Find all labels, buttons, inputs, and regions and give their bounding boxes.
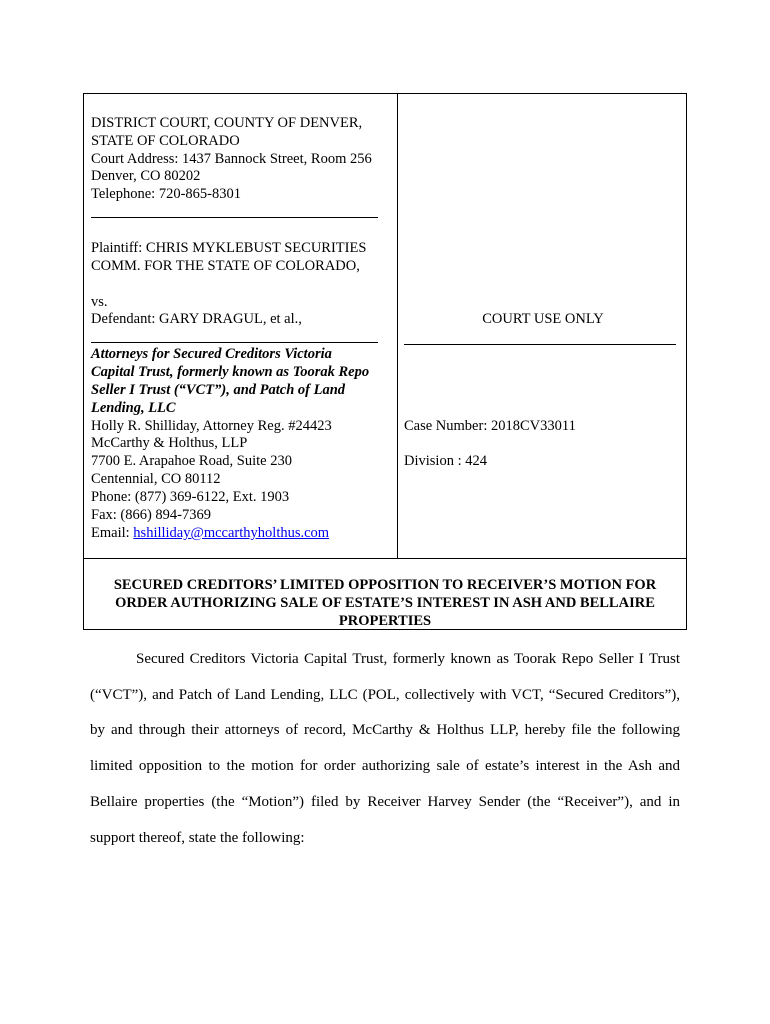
court-name-line-2: STATE OF COLORADO [91,133,240,149]
case-caption-box [83,93,687,630]
attorneys-for-line-2: Capital Trust, formerly known as Toorak Repo [91,364,370,380]
court-telephone: Telephone: 720-865-8301 [91,186,241,202]
division: Division : 424 [404,453,487,469]
defendant-line: Defendant: GARY DRAGUL, et al., [91,311,302,327]
case-number: Case Number: 2018CV33011 [404,418,576,434]
body-paragraph-line-4: limited opposition to the motion for order authorizing sale of estate’s interest in the Ash and [90,758,680,774]
body-paragraph-line-6: support thereof, state the following: [90,830,305,846]
parties-rule [91,342,378,343]
plaintiff-line-2: COMM. FOR THE STATE OF COLORADO, [91,258,360,274]
attorneys-for-line-4: Lending, LLC [91,400,176,416]
firm-email-line [91,524,329,542]
court-address: Court Address: 1437 Bannock Street, Room 256 [91,151,372,167]
law-firm: McCarthy & Holthus, LLP [91,435,248,451]
firm-city: Centennial, CO 80112 [91,471,221,487]
document-title-line-3: PROPERTIES [338,613,432,629]
firm-phone: Phone: (877) 369-6122, Ext. 1903 [91,489,290,505]
email-link[interactable]: hshilliday@mccarthyholthus.com [133,525,330,541]
court-use-only: COURT USE ONLY [482,311,604,327]
body-paragraph-line-3: by and through their attorneys of record, McCarthy & Holthus LLP, hereby file the following [90,722,680,738]
email-label: Email: [91,525,134,541]
versus: vs. [91,294,108,310]
caption-row-divider [84,558,686,559]
attorneys-for-line-3: Seller I Trust (“VCT”), and Patch of Land [91,382,346,398]
court-name-line-1: DISTRICT COURT, COUNTY OF DENVER, [91,115,363,131]
attorney-name: Holly R. Shilliday, Attorney Reg. #24423 [91,418,332,434]
court-city: Denver, CO 80202 [91,168,201,184]
court-use-rule [404,344,676,345]
plaintiff-line-1: Plaintiff: CHRIS MYKLEBUST SECURITIES [91,240,367,256]
body-paragraph-line-2: (“VCT”), and Patch of Land Lending, LLC (POL, collectively with VCT, “Secured Creditors”), [90,687,680,703]
firm-fax: Fax: (866) 894-7369 [91,507,212,523]
document-title-line-1: SECURED CREDITORS’ LIMITED OPPOSITION TO RECEIVER’S MOTION FOR [113,577,657,593]
body-paragraph-line-1: Secured Creditors Victoria Capital Trust, formerly known as Toorak Repo Seller I Trust [136,651,680,667]
body-paragraph-line-5: Bellaire properties (the “Motion”) filed by Receiver Harvey Sender (the “Receiver”), and in [90,794,680,810]
firm-address: 7700 E. Arapahoe Road, Suite 230 [91,453,292,469]
court-info-rule [91,217,378,218]
document-title-line-2: ORDER AUTHORIZING SALE OF ESTATE’S INTEREST IN ASH AND BELLAIRE [115,595,655,611]
attorneys-for-line-1: Attorneys for Secured Creditors Victoria [91,346,332,362]
